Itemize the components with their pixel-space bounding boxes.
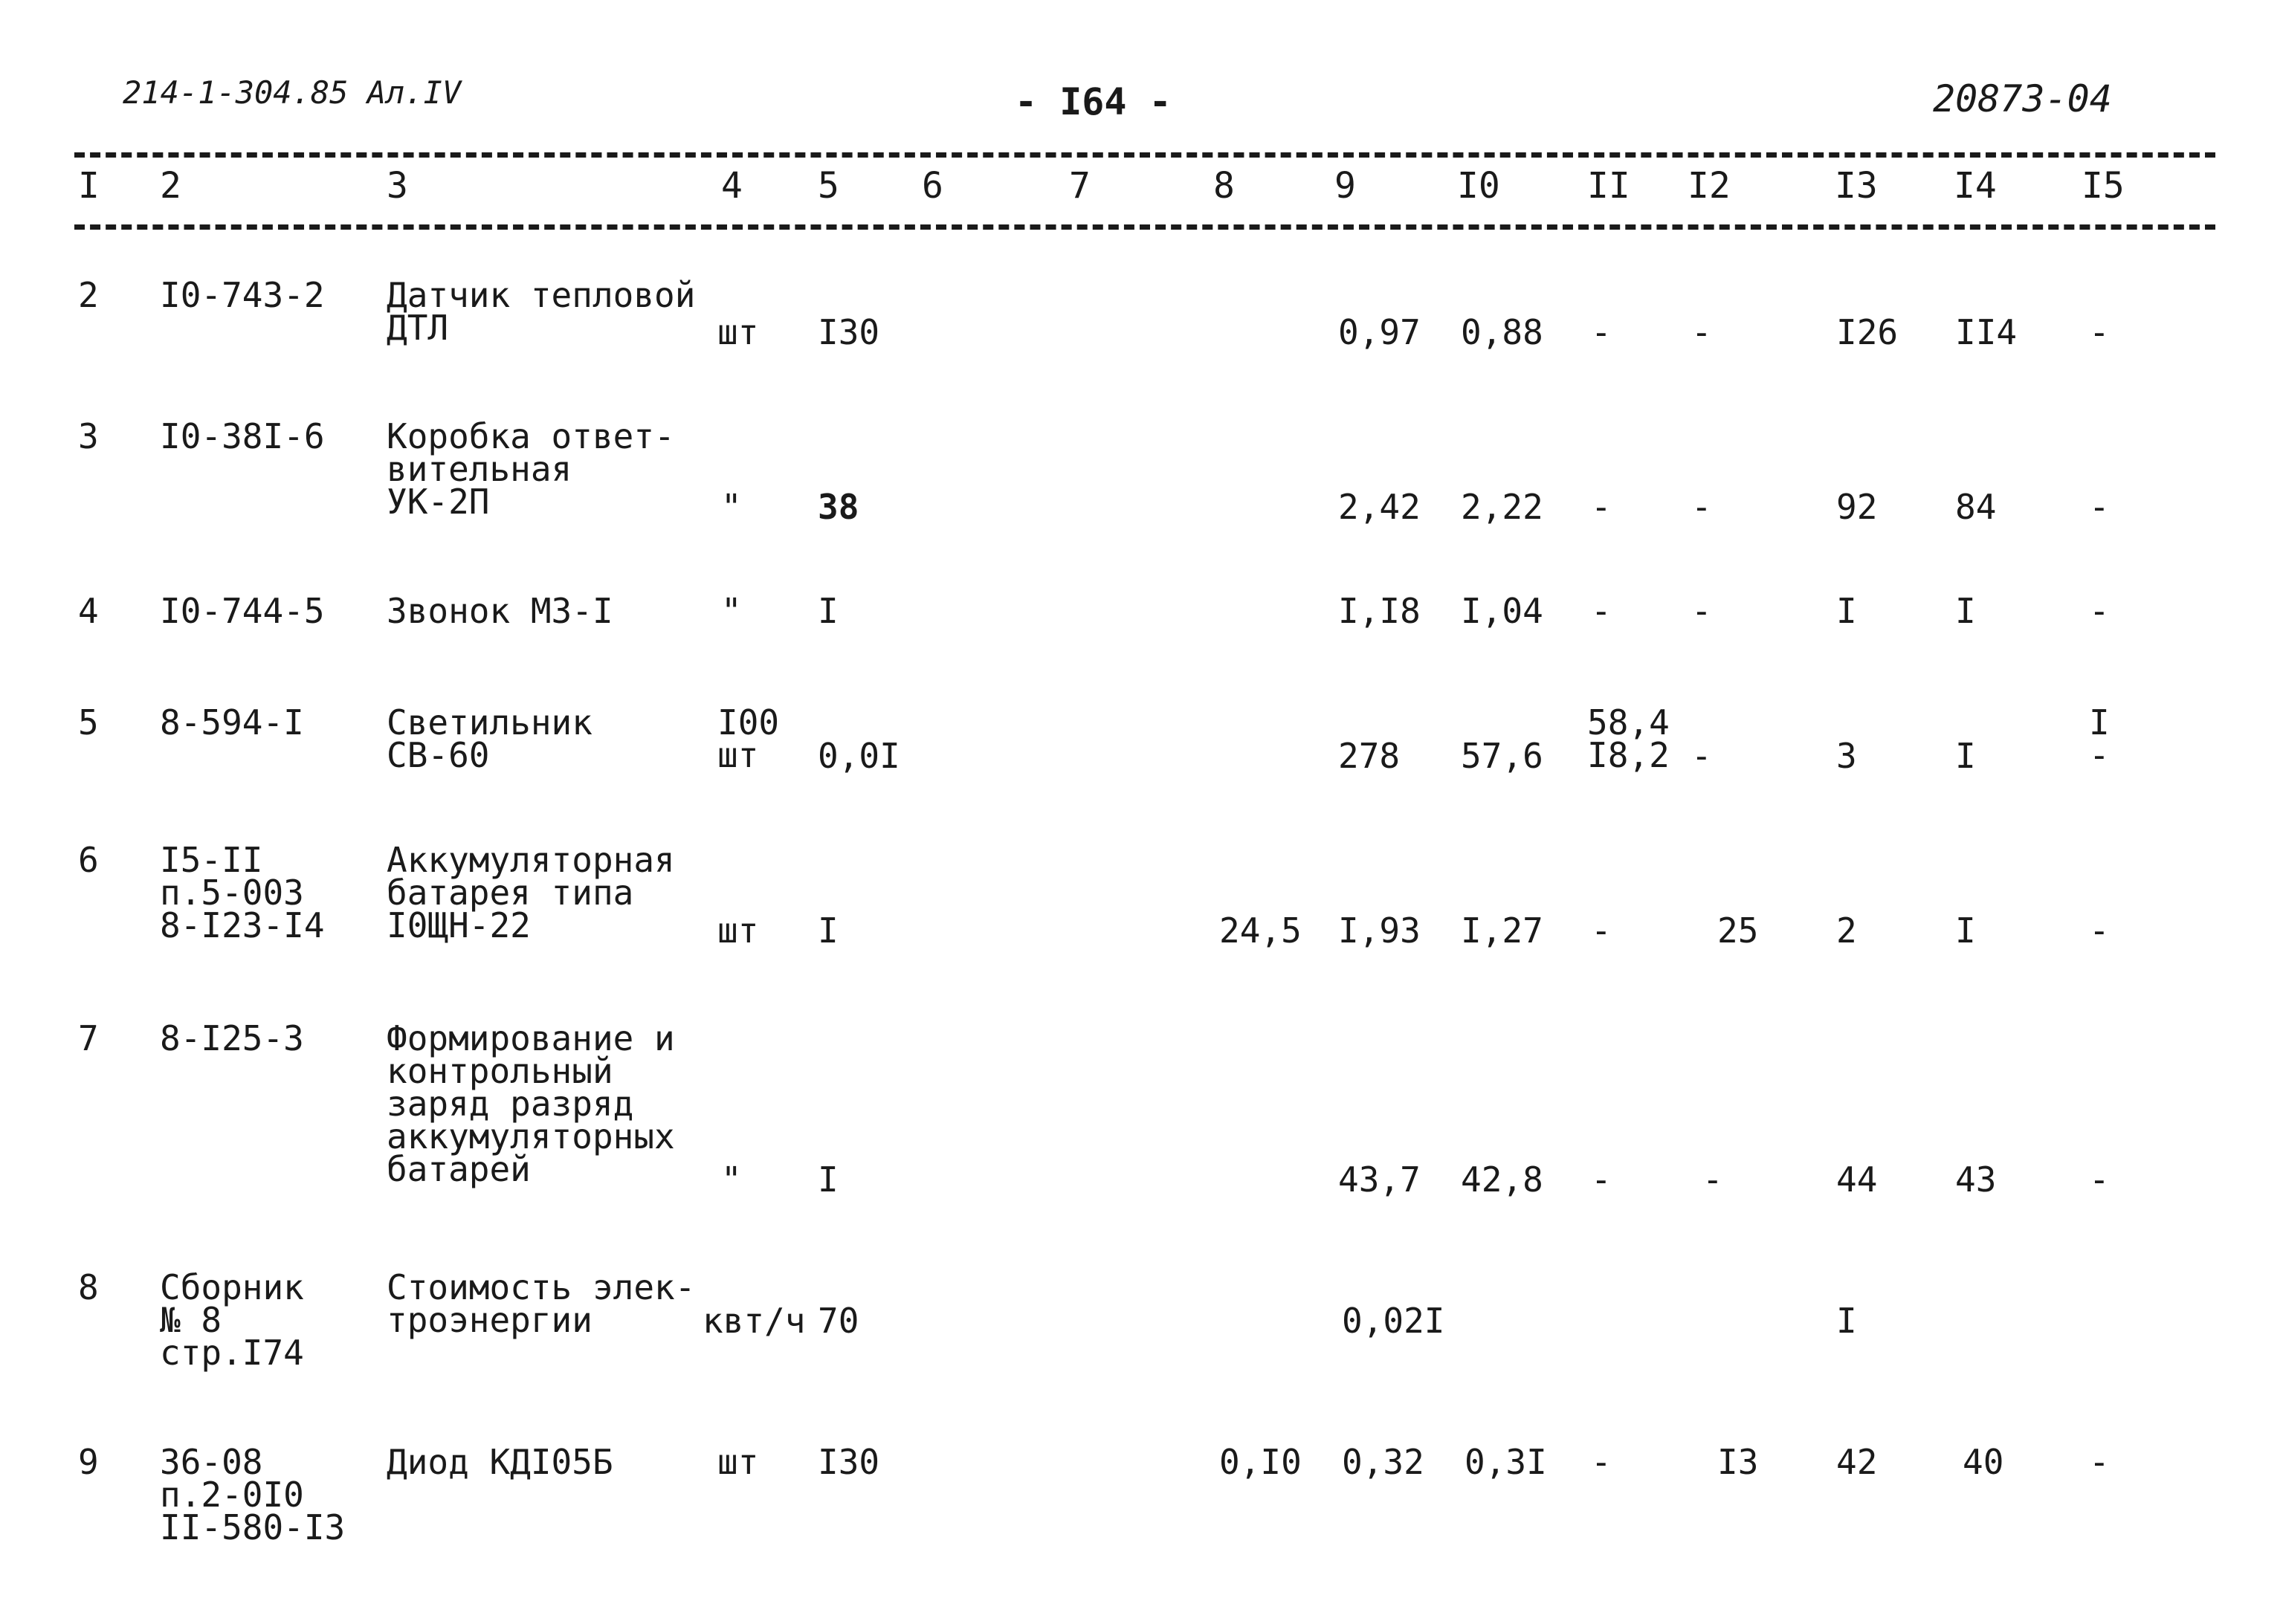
row-name: Стоимость элек- троэнергии bbox=[387, 1267, 696, 1340]
row-number: 3 bbox=[78, 416, 99, 456]
row-unit: " bbox=[721, 591, 742, 631]
row-unit: " bbox=[721, 487, 742, 527]
row-c15: - bbox=[2089, 487, 2110, 527]
row-c13: I bbox=[1836, 591, 1857, 631]
row-c13: I bbox=[1836, 1301, 1857, 1341]
row-c11: 58,4 I8,2 bbox=[1587, 702, 1670, 775]
row-unit: I00 шт bbox=[717, 702, 780, 775]
col-6: 6 bbox=[922, 165, 943, 207]
row-name: Диод КДI05Б bbox=[387, 1442, 613, 1482]
row-c10: 0,88 bbox=[1461, 312, 1543, 352]
row-c12: - bbox=[1691, 487, 1712, 527]
row-c12: - bbox=[1691, 736, 1712, 776]
row-c9: 0,97 bbox=[1338, 312, 1421, 352]
row-number: 4 bbox=[78, 591, 99, 631]
row-qty: I bbox=[818, 1159, 839, 1200]
row-number: 9 bbox=[78, 1442, 99, 1482]
row-c15: - bbox=[2089, 312, 2110, 352]
row-unit: шт bbox=[717, 1442, 759, 1482]
row-c9: I,93 bbox=[1338, 910, 1421, 951]
col-9: 9 bbox=[1334, 165, 1356, 207]
row-c10: 2,22 bbox=[1461, 487, 1543, 527]
row-name: Коробка ответ- вительная УК-2П bbox=[387, 416, 675, 522]
row-c13: I26 bbox=[1836, 312, 1899, 352]
row-c11: - bbox=[1591, 1442, 1612, 1482]
row-c12: - bbox=[1702, 1159, 1723, 1200]
row-c15: - bbox=[2089, 910, 2110, 951]
col-12: I2 bbox=[1688, 165, 1731, 207]
row-qty: I30 bbox=[818, 312, 880, 352]
row-c15: I - bbox=[2089, 702, 2110, 775]
col-8: 8 bbox=[1213, 165, 1235, 207]
row-number: 8 bbox=[78, 1267, 99, 1307]
col-14: I4 bbox=[1954, 165, 1997, 207]
row-c11: - bbox=[1591, 1159, 1612, 1200]
row-code: 8-I25-3 bbox=[160, 1018, 304, 1058]
row-c9: 0,02I bbox=[1342, 1301, 1445, 1341]
row-code: I0-38I-6 bbox=[160, 416, 325, 456]
row-name: Звонок МЗ-I bbox=[387, 591, 613, 631]
top-rule bbox=[74, 152, 2215, 158]
header-rule bbox=[74, 224, 2215, 230]
row-c13: 92 bbox=[1836, 487, 1878, 527]
row-c15: - bbox=[2089, 1442, 2110, 1482]
row-c10: I,27 bbox=[1461, 910, 1543, 951]
row-c8: 24,5 bbox=[1219, 910, 1302, 951]
row-c10: I,04 bbox=[1461, 591, 1543, 631]
row-c10: 42,8 bbox=[1461, 1159, 1543, 1200]
row-qty: 0,0I bbox=[818, 736, 900, 776]
row-qty: I bbox=[818, 910, 839, 951]
row-c12: I3 bbox=[1717, 1442, 1759, 1482]
sheet-number: 20873-04 bbox=[1933, 77, 2112, 120]
col-13: I3 bbox=[1835, 165, 1878, 207]
row-number: 7 bbox=[78, 1018, 99, 1058]
row-c11: - bbox=[1591, 591, 1612, 631]
row-code: I5-II п.5-003 8-I23-I4 bbox=[160, 840, 325, 945]
row-unit: шт bbox=[717, 910, 759, 951]
row-unit: " bbox=[721, 1159, 742, 1200]
row-c13: 44 bbox=[1836, 1159, 1878, 1200]
row-name: Формирование и контрольный заряд разряд аккумуляторных батарей bbox=[387, 1018, 675, 1189]
row-qty: I30 bbox=[818, 1442, 880, 1482]
row-c14: I bbox=[1955, 910, 1976, 951]
row-code: 8-594-I bbox=[160, 702, 304, 743]
row-c10: 57,6 bbox=[1461, 736, 1543, 776]
row-c14: 43 bbox=[1955, 1159, 1997, 1200]
row-c11: - bbox=[1591, 487, 1612, 527]
col-10: I0 bbox=[1457, 165, 1500, 207]
row-c9: 278 bbox=[1338, 736, 1401, 776]
row-c13: 3 bbox=[1836, 736, 1857, 776]
row-c12: 25 bbox=[1717, 910, 1759, 951]
row-c14: I bbox=[1955, 736, 1976, 776]
col-11: II bbox=[1587, 165, 1630, 207]
row-unit: квт/ч bbox=[703, 1301, 806, 1341]
row-qty: 38 bbox=[818, 487, 859, 527]
row-number: 5 bbox=[78, 702, 99, 743]
row-c11: - bbox=[1591, 312, 1612, 352]
row-c15: - bbox=[2089, 591, 2110, 631]
row-name: Датчик тепловой ДТЛ bbox=[387, 275, 696, 348]
row-c14: 84 bbox=[1955, 487, 1997, 527]
row-c15: - bbox=[2089, 1159, 2110, 1200]
col-5: 5 bbox=[818, 165, 839, 207]
row-c9: 43,7 bbox=[1338, 1159, 1421, 1200]
row-c14: 40 bbox=[1963, 1442, 2004, 1482]
row-c9: I,I8 bbox=[1338, 591, 1421, 631]
col-2: 2 bbox=[160, 165, 181, 207]
row-code: I0-744-5 bbox=[160, 591, 325, 631]
row-code: Сборник № 8 стр.I74 bbox=[160, 1267, 304, 1373]
row-c11: - bbox=[1591, 910, 1612, 951]
row-c13: 2 bbox=[1836, 910, 1857, 951]
row-number: 6 bbox=[78, 840, 99, 880]
row-c13: 42 bbox=[1836, 1442, 1878, 1482]
row-number: 2 bbox=[78, 275, 99, 315]
row-c9: 2,42 bbox=[1338, 487, 1421, 527]
row-c14: II4 bbox=[1955, 312, 2018, 352]
row-c10: 0,3I bbox=[1465, 1442, 1547, 1482]
col-15: I5 bbox=[2082, 165, 2125, 207]
row-c8: 0,I0 bbox=[1219, 1442, 1302, 1482]
page-number: - I64 - bbox=[1015, 80, 1172, 123]
col-3: 3 bbox=[387, 165, 408, 207]
row-qty: 70 bbox=[818, 1301, 859, 1341]
row-c12: - bbox=[1691, 312, 1712, 352]
col-4: 4 bbox=[721, 165, 743, 207]
row-c12: - bbox=[1691, 591, 1712, 631]
row-unit: шт bbox=[717, 312, 759, 352]
row-code: 36-08 п.2-0I0 II-580-I3 bbox=[160, 1442, 346, 1547]
col-1: I bbox=[78, 165, 100, 207]
row-c9: 0,32 bbox=[1342, 1442, 1424, 1482]
row-qty: I bbox=[818, 591, 839, 631]
row-name: Аккумуляторная батарея типа I0ЩН-22 bbox=[387, 840, 675, 945]
doc-code: 214-1-304.85 Ал.IV bbox=[123, 74, 462, 111]
row-name: Светильник СВ-60 bbox=[387, 702, 592, 775]
col-7: 7 bbox=[1069, 165, 1091, 207]
row-c14: I bbox=[1955, 591, 1976, 631]
row-code: I0-743-2 bbox=[160, 275, 325, 315]
